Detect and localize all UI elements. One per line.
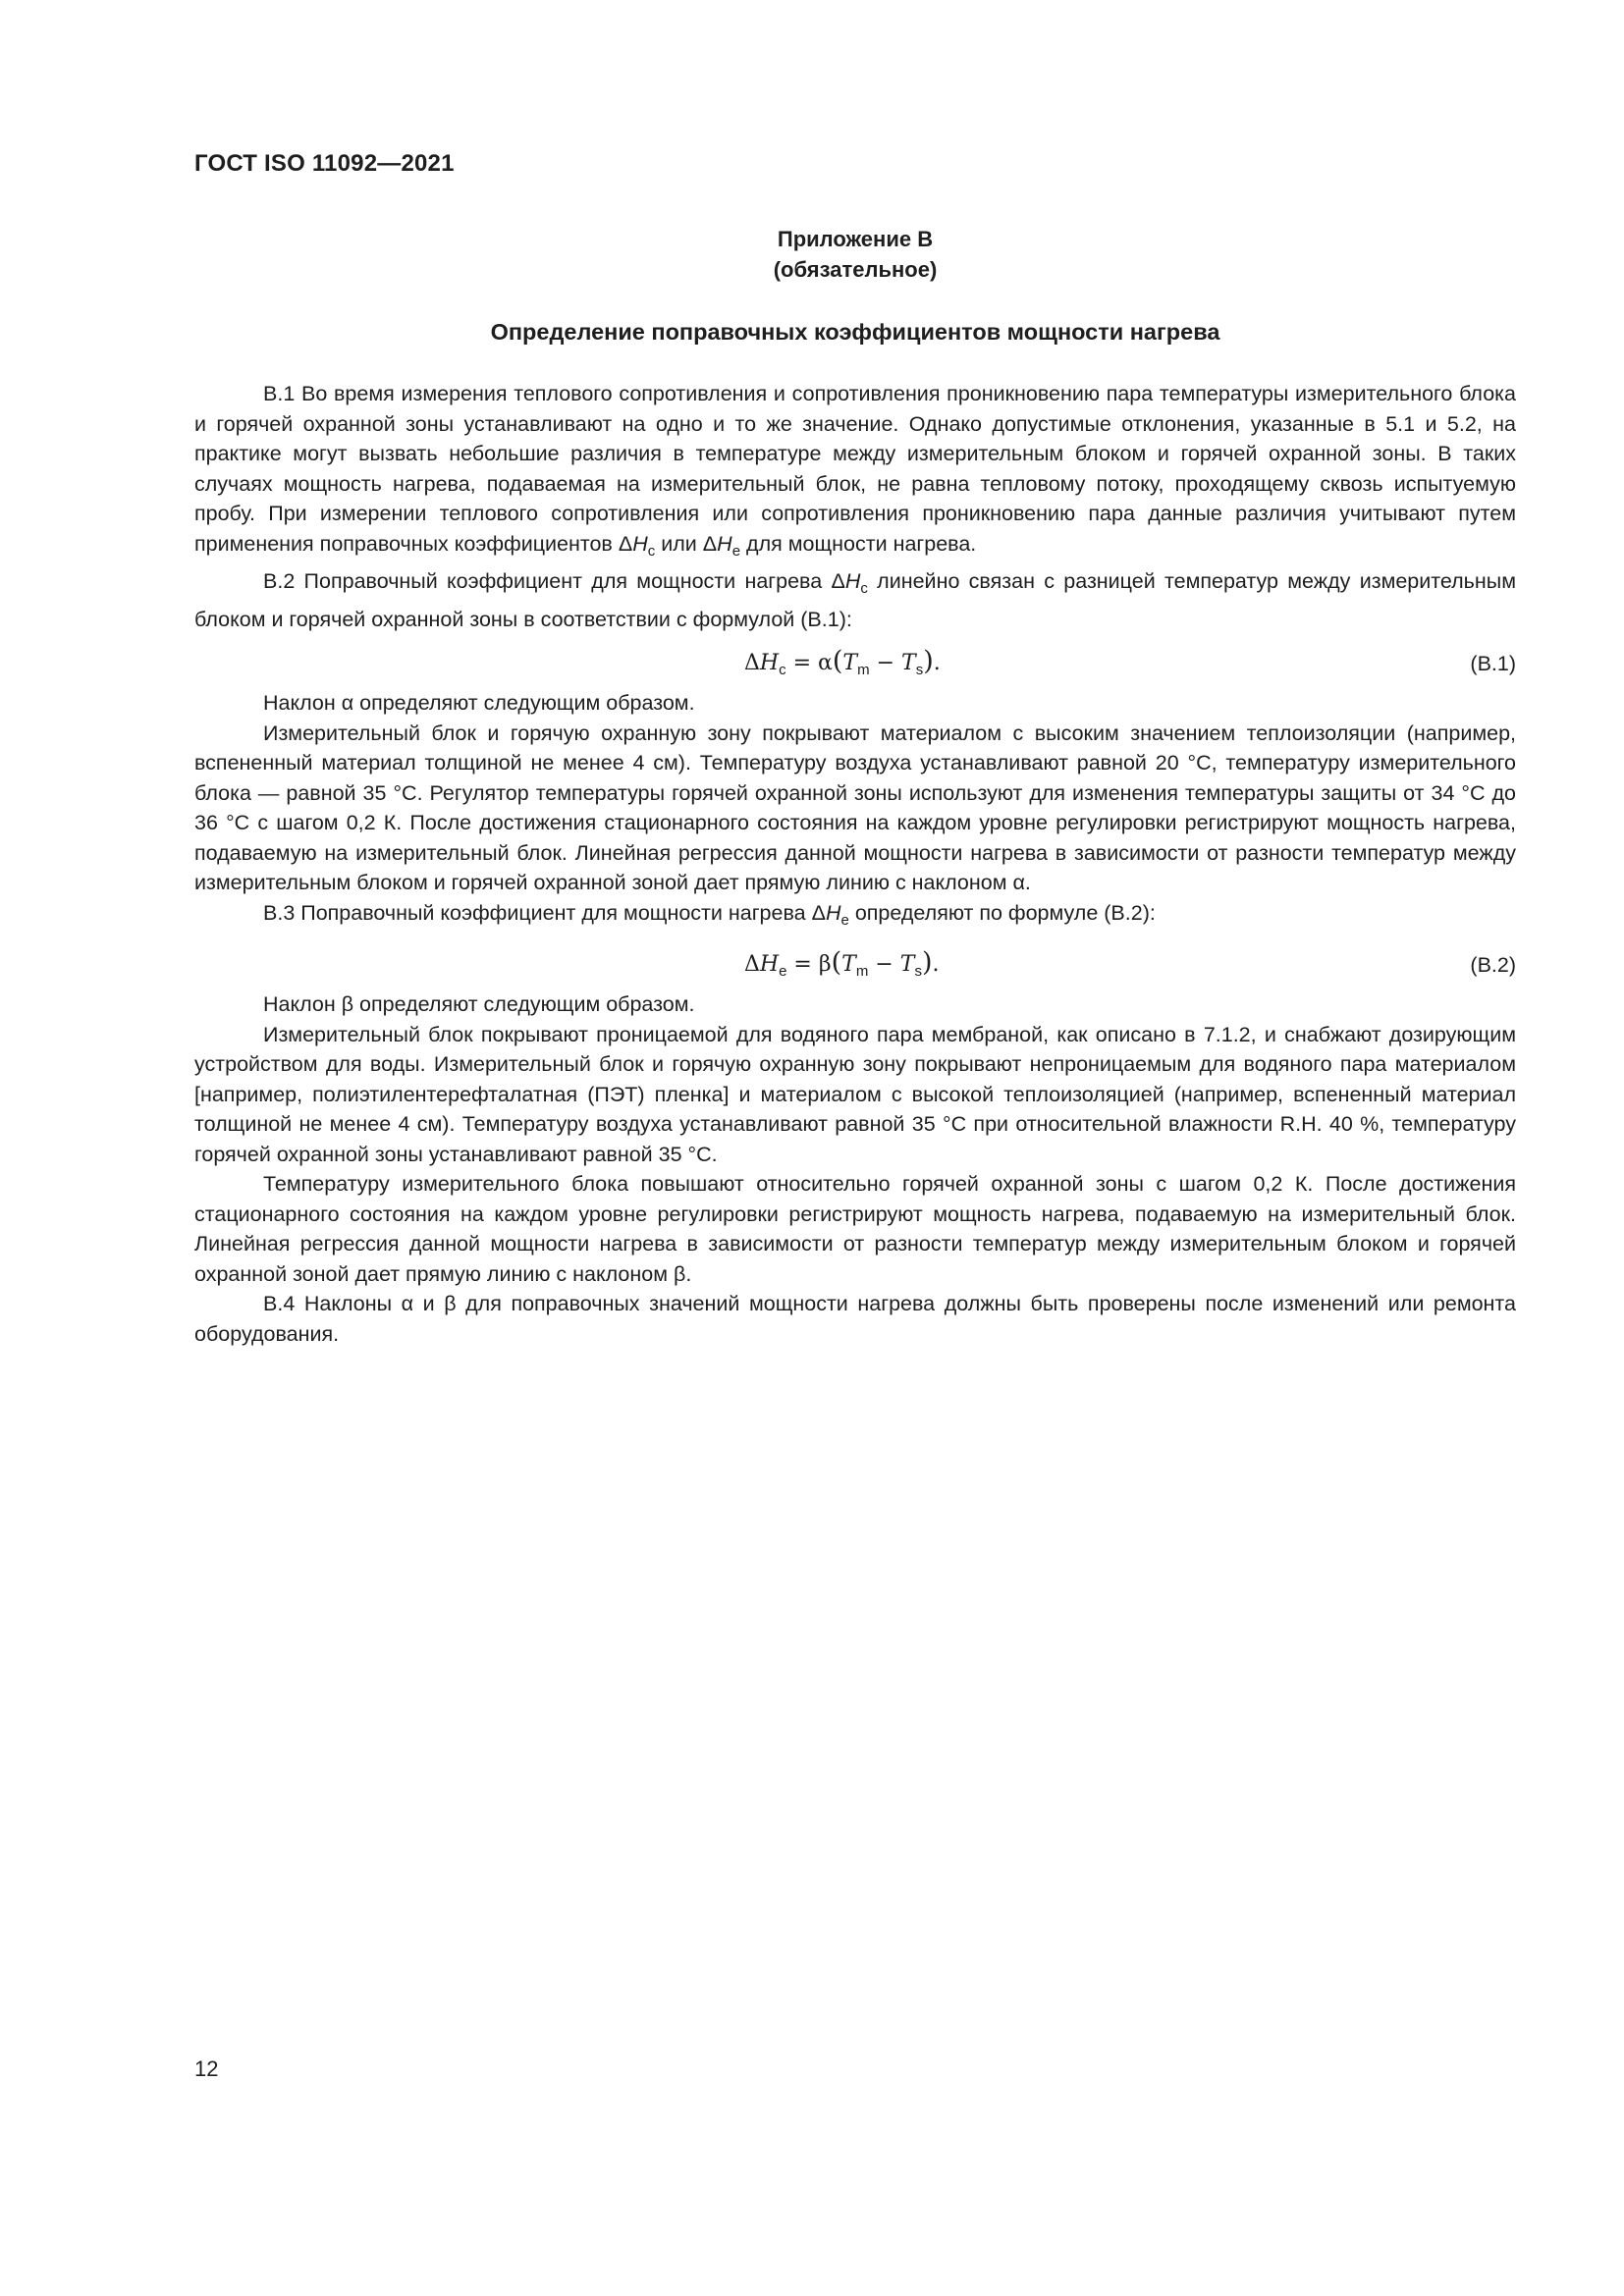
formula-b1-number: (В.1) — [1470, 652, 1516, 675]
formula-b2-number: (В.2) — [1470, 953, 1516, 977]
annex-title: Приложение В — [777, 227, 934, 251]
document-code-header: ГОСТ ISO 11092—2021 — [194, 150, 455, 177]
paragraph-b2-alpha-intro: Наклон α определяют следующим образом. — [263, 691, 695, 715]
annex-status: (обязательное) — [773, 257, 938, 282]
paragraph-b3-beta-method: Температуру измерительного блока повышают относительно горячей охранной зоны с шагом 0,2 К. После достижения стационарного состояния на каждом уровне регулировки регистрируют мощность нагрева, подаваемую на измерительный блок. Линейная регрессия данной мощности нагрева в зависимости от разности температур между измерительным блоком и горячей охранной зоной дает прямую линию с наклоном β. — [194, 1172, 1516, 1286]
paragraph-b1: В.1 Во время измерения теплового сопротивления и сопротивления проникновению пара температуры измерительного блока и горячей охранной зоны устанавливают на одно и то же значение. Однако допустимые отклонения, указанные в 5.1 и 5.2, на практике могут вызвать небольшие различия в температуре между измерительным блоком и горячей охранной зоны. В таких случаях мощность нагрева, подаваемая на измерительный блок, не равна тепловому потоку, проходящему сквозь испытуемую пробу. При измерении теплового сопротивления или сопротивления проникновению пара данные различия учитывают путем применения поправочных коэффициентов $\Delta H_c$ или $\Delta H_e$ для мощности нагрева. — [194, 382, 1516, 560]
paragraph-b3-beta-intro: Наклон β определяют следующим образом. — [263, 992, 695, 1016]
annex-body — [194, 379, 1516, 1349]
annex-heading: Определение поправочных коэффициентов мощности нагрева — [490, 319, 1220, 345]
formula-b1-row — [194, 639, 1516, 684]
delta-he-symbol: $\Delta H_e$ — [702, 531, 741, 560]
paragraph-b3-beta-setup: Измерительный блок покрывают проницаемой для водяного пара мембраной, как описано в 7.1.2, и снабжают дозирующим устройством для воды. Измерительный блок и горячую охранную зону покрывают непроницаемым для водяного пара материалом [например, полиэтилентерефталатная (ПЭТ) пленка] и материалом с высокой теплоизоляцией (например, вспененный материал толщиной не менее 4 см). Температуру воздуха устанавливают равной 35 °С при относительной влажности R.H. 40 %, температуру горячей охранной зоны устанавливают равной 35 °С. — [194, 1022, 1516, 1166]
paragraph-b3: В.3 Поправочный коэффициент для мощности нагрева $\Delta H_e$ определяют по формуле (В.2): — [263, 900, 1156, 929]
formula-b1: $\Delta H_c = \alpha(T_m - T_s)$. — [744, 646, 941, 678]
formula-b2-row — [194, 940, 1516, 986]
paragraph-b2: В.2 Поправочный коэффициент для мощности нагрева $\Delta H_c$ линейно связан с разницей температур между измерительным блоком и горячей охранной зоны в соответствии с формулой (В.1): — [194, 569, 1516, 631]
formula-b2: $\Delta H_e = \beta(T_m - T_s)$. — [744, 947, 940, 980]
paragraph-b4: В.4 Наклоны α и β для поправочных значений мощности нагрева должны быть проверены после изменений или ремонта оборудования. — [194, 1292, 1516, 1346]
delta-hc-symbol: $\Delta H_c$ — [831, 569, 868, 597]
paragraph-b1-text: В.1 Во время измерения теплового сопротивления и сопротивления проникновению пара температуры измерительного блока и горячей охранной зоны устанавливают на одно и то же значение. Однако допустимые отклонения, указанные в 5.1 и 5.2, на практике могут вызвать небольшие различия в температуре между измерительным блоком и горячей охранной зоны. В таких случаях мощность нагрева, подаваемая на измерительный блок, не равна тепловому потоку, проходящему сквозь испытуемую пробу. При измерении теплового сопротивления или сопротивления проникновению пара данные различия учитывают путем применения поправочных коэффициентов — [194, 382, 1516, 556]
paragraph-b2-alpha-method: Измерительный блок и горячую охранную зону покрывают материалом с высоким значением теплоизоляции (например, вспененный материал толщиной не менее 4 см). Температуру воздуха устанавливают равной 20 °С, температуру измерительного блока — равной 35 °С. Регулятор температуры горячей охранной зоны используют для изменения температуры защиты от 34 °С до 36 °С с шагом 0,2 К. После достижения стационарного состояния на каждом уровне регулировки регистрируют мощность нагрева, подаваемую на измерительный блок. Линейная регрессия данной мощности нагрева в зависимости от разности температур между измерительным блоком и горячей охранной зоной дает прямую линию с наклоном α. — [194, 721, 1516, 894]
delta-he-symbol: $\Delta H_e$ — [811, 900, 849, 929]
delta-hc-symbol: $\Delta H_c$ — [618, 531, 656, 560]
page-number: 12 — [194, 2056, 219, 2081]
